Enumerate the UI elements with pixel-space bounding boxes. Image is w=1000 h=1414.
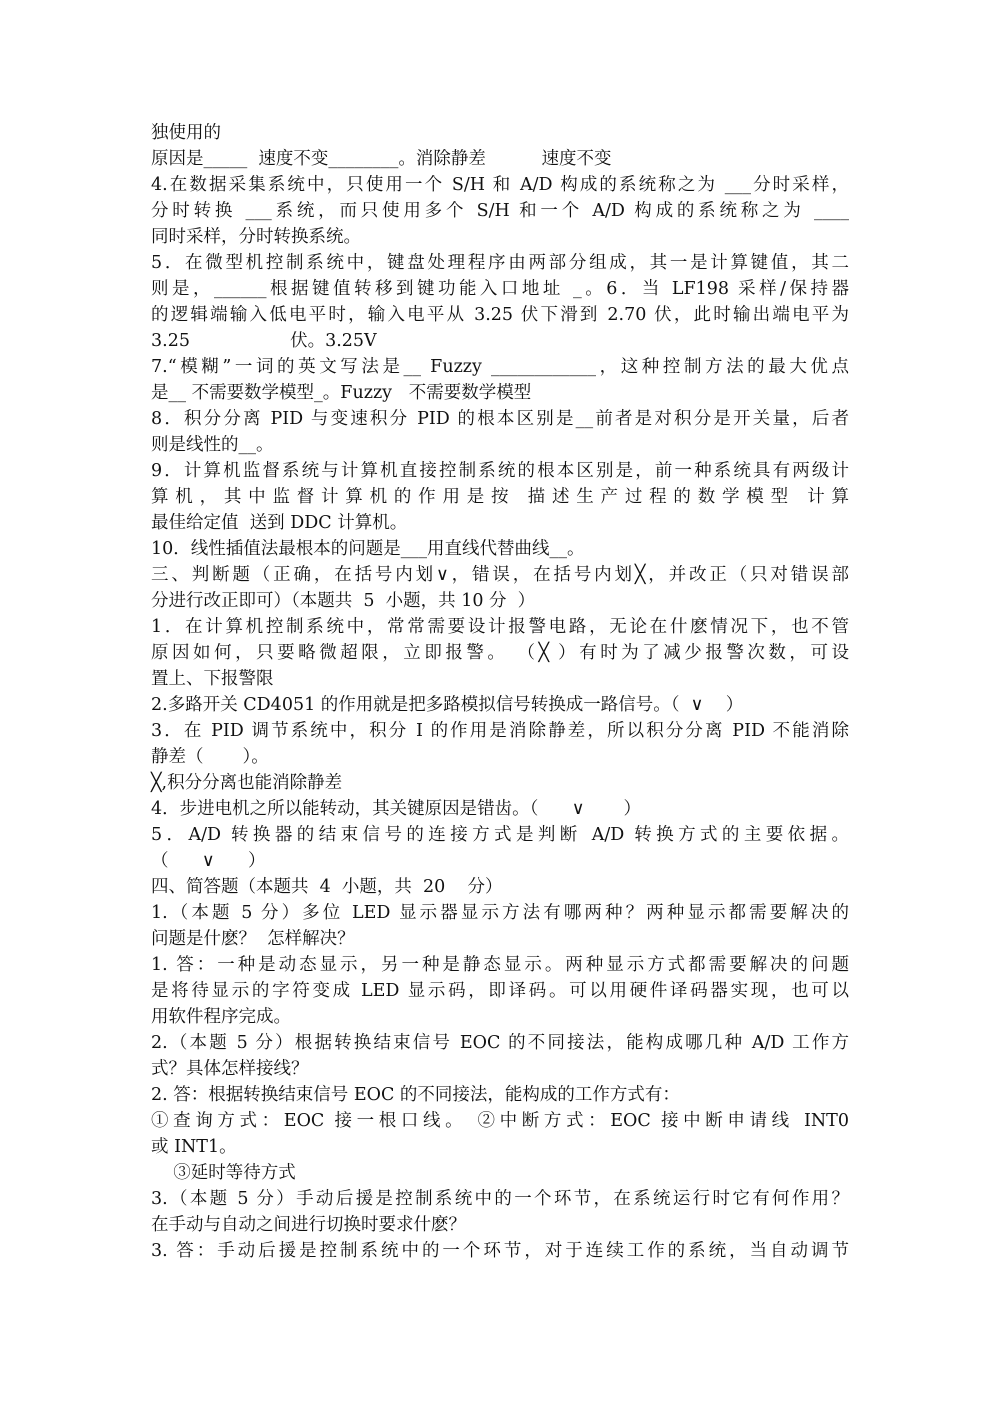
document-body bbox=[151, 120, 849, 1264]
text-line: 2.（本题 5 分）根据转换结束信号 EOC 的不同接法，能构成哪几种 A/D 工作方 bbox=[151, 1033, 849, 1053]
text-line: 2. 答：根据转换结束信号 EOC 的不同接法，能构成的工作方式有： bbox=[151, 1085, 680, 1105]
text-line: 算机，其中监督计算机的作用是按 描述生产过程的数学模型 计算 bbox=[151, 487, 849, 507]
text-line: 最佳给定值 送到 DDC 计算机。 bbox=[151, 513, 408, 533]
text-line: 或 INT1。 bbox=[151, 1137, 237, 1157]
text-line: 3. 答：手动后援是控制系统中的一个环节，对于连续工作的系统，当自动调节 bbox=[151, 1241, 849, 1261]
text-line: 4.在数据采集系统中，只使用一个 S/H 和 A/D 构成的系统称之为 ___分时采样， bbox=[151, 175, 849, 195]
text-line: ╳,积分分离也能消除静差 bbox=[151, 773, 343, 793]
text-line: 用软件程序完成。 bbox=[151, 1007, 291, 1027]
text-line: 2.多路开关 CD4051 的作用就是把多路模拟信号转换成一路信号。（ ∨ ） bbox=[151, 695, 744, 715]
text-line: （ ∨ ） bbox=[151, 851, 266, 871]
text-line: 3.（本题 5 分）手动后援是控制系统中的一个环节，在系统运行时它有何作用？ bbox=[151, 1189, 849, 1209]
text-line: 则是，______根据键值转移到键功能入口地址 _。6．当 LF198 采样/保持器 bbox=[151, 279, 849, 299]
text-line: 置上、下报警限 bbox=[151, 669, 274, 689]
text-line: 5．A/D 转换器的结束信号的连接方式是判断 A/D 转换方式的主要依据。 bbox=[151, 825, 849, 845]
text-line: 1.（本题 5 分）多位 LED 显示器显示方法有哪两种？两种显示都需要解决的 bbox=[151, 903, 849, 923]
text-line: 是__ 不需要数学模型_。Fuzzy 不需要数学模型 bbox=[151, 383, 532, 403]
text-line: 4．步进电机之所以能转动，其关键原因是错齿。（ ∨ ） bbox=[151, 799, 642, 819]
text-line: 7.“模糊”一词的英文写法是__ Fuzzy ____________，这种控制方法的最大优点 bbox=[151, 357, 849, 377]
text-line: 静差（ ）。 bbox=[151, 747, 269, 767]
text-line: 9．计算机监督系统与计算机直接控制系统的根本区别是，前一种系统具有两级计 bbox=[151, 461, 849, 481]
text-line: 是将待显示的字符变成 LED 显示码，即译码。可以用硬件译码器实现，也可以 bbox=[151, 981, 849, 1001]
text-line: 8．积分分离 PID 与变速积分 PID 的根本区别是__前者是对积分是开关量，后者 bbox=[151, 409, 849, 429]
text-line: ③延时等待方式 bbox=[151, 1163, 296, 1183]
text-line: 3.25 伏。3.25V bbox=[151, 331, 377, 351]
text-line: 3．在 PID 调节系统中，积分 I 的作用是消除静差，所以积分分离 PID 不能消除 bbox=[151, 721, 849, 741]
text-line: 分进行改正即可）（本题共 5 小题，共 10 分 ） bbox=[151, 591, 536, 611]
text-line: 1．在计算机控制系统中，常常需要设计报警电路，无论在什麽情况下，也不管 bbox=[151, 617, 849, 637]
text-line: 独使用的 bbox=[151, 123, 221, 143]
text-line: 式？具体怎样接线？ bbox=[151, 1059, 309, 1079]
text-line: 1. 答：一种是动态显示，另一种是静态显示。两种显示方式都需要解决的问题 bbox=[151, 955, 849, 975]
text-line: 在手动与自动之间进行切换时要求什麽？ bbox=[151, 1215, 466, 1235]
text-line: 5．在微型机控制系统中，键盘处理程序由两部分组成，其一是计算键值，其二 bbox=[151, 253, 849, 273]
text-line: 同时采样，分时转换系统。 bbox=[151, 227, 361, 247]
text-line: 问题是什麽？ 怎样解决？ bbox=[151, 929, 355, 949]
text-line: ①查询方式：EOC 接一根口线。 ②中断方式：EOC 接中断申请线 INT0 bbox=[151, 1111, 849, 1131]
text-line: 的逻辑端输入低电平时，输入电平从 3.25 伏下滑到 2.70 伏，此时输出端电平为 bbox=[151, 305, 849, 325]
section-heading: 四、简答题（本题共 4 小题，共 20 分） bbox=[151, 877, 503, 897]
text-line: 原因是_____ 速度不变________。消除静差 速度不变 bbox=[151, 149, 612, 169]
text-line: 则是线性的__。 bbox=[151, 435, 274, 455]
text-line: 10．线性插值法最根本的问题是___用直线代替曲线__。 bbox=[151, 539, 585, 559]
section-heading: 三、判断题（正确，在括号内划∨，错误，在括号内划╳，并改正（只对错误部 bbox=[151, 565, 849, 585]
text-line: 原因如何，只要略微超限，立即报警。 （╳ ）有时为了减少报警次数，可设 bbox=[151, 643, 849, 663]
text-line: 分时转换 ___系统，而只使用多个 S/H 和一个 A/D 构成的系统称之为 ____ bbox=[151, 201, 849, 221]
